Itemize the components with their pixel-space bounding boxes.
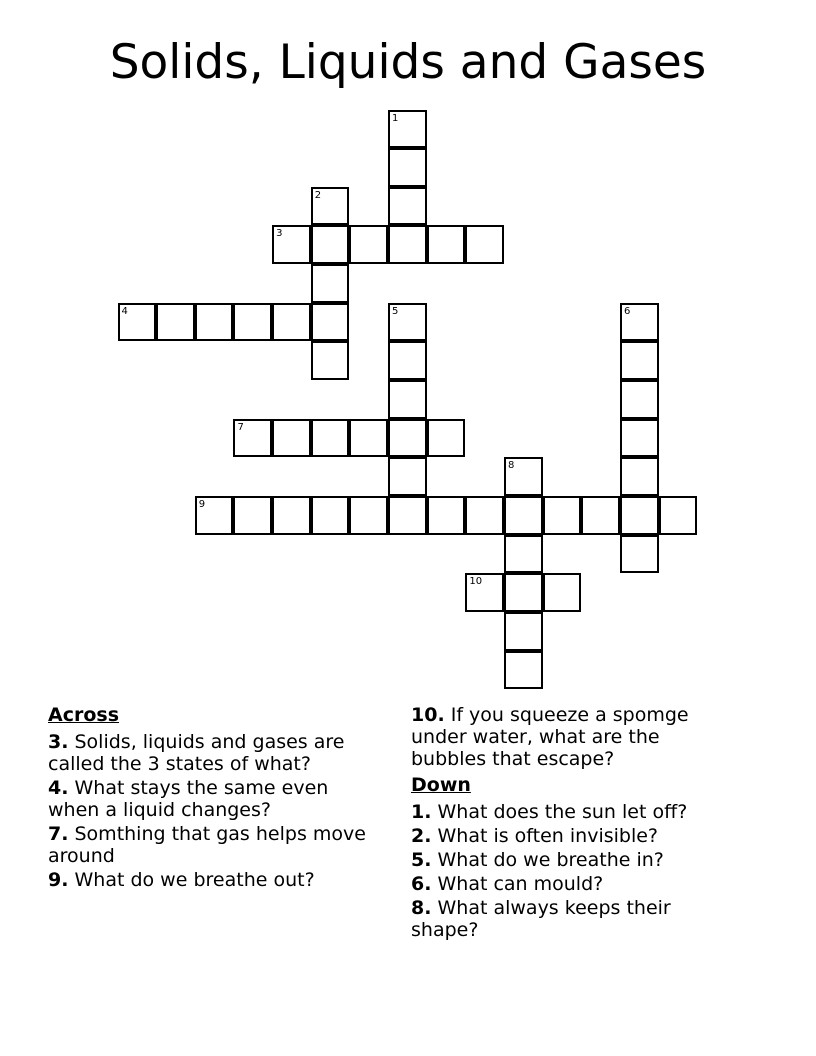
grid-cell[interactable] — [427, 496, 466, 535]
grid-cell[interactable] — [620, 496, 659, 535]
clue-text: What can mould? — [437, 873, 604, 895]
grid-cell[interactable] — [272, 496, 311, 535]
clue-across-9 — [48, 869, 378, 891]
clue-number: 6. — [411, 873, 432, 895]
grid-cell[interactable] — [311, 303, 350, 342]
across-heading: Across — [48, 704, 120, 726]
grid-cell[interactable] — [388, 419, 427, 458]
grid-cell[interactable] — [620, 303, 659, 342]
clue-text: What does the sun let off? — [437, 801, 688, 823]
grid-cell[interactable] — [388, 110, 427, 149]
grid-cell[interactable] — [195, 303, 234, 342]
cell-number: 1 — [392, 112, 399, 124]
grid-cell[interactable] — [465, 225, 504, 264]
clue-text: If you squeeze a spomge under water, what are the bubbles that escape? — [411, 704, 689, 770]
grid-cell[interactable] — [504, 612, 543, 651]
grid-cell[interactable] — [504, 496, 543, 535]
grid-cell[interactable] — [388, 380, 427, 419]
grid-cell[interactable] — [233, 419, 272, 458]
cell-number: 6 — [623, 305, 631, 317]
clue-across-7 — [48, 823, 378, 867]
grid-cell[interactable] — [272, 419, 311, 458]
clue-number: 2. — [411, 825, 432, 847]
puzzle-title: Solids, Liquids and Gases — [109, 35, 707, 90]
grid-cell[interactable] — [272, 303, 311, 342]
clue-text: What always keeps their shape? — [411, 897, 671, 941]
grid-cell[interactable] — [118, 303, 157, 342]
cell-number: 10 — [469, 576, 483, 588]
grid-cell[interactable] — [388, 341, 427, 380]
grid-cell[interactable] — [311, 496, 350, 535]
cell-number: 4 — [121, 305, 128, 317]
grid-cell[interactable] — [388, 187, 427, 226]
clue-number: 10. — [411, 704, 445, 726]
grid-cell[interactable] — [311, 187, 350, 226]
grid-cell[interactable] — [581, 496, 620, 535]
grid-cell[interactable] — [659, 496, 698, 535]
clue-down-1 — [411, 801, 731, 823]
clue-number: 9. — [48, 869, 69, 891]
clue-across-10 — [411, 704, 731, 770]
cell-number: 7 — [237, 421, 244, 433]
grid-cell[interactable] — [156, 303, 195, 342]
grid-cell[interactable] — [504, 573, 543, 612]
grid-cell[interactable] — [233, 303, 272, 342]
grid-cell[interactable] — [543, 573, 582, 612]
grid-cell[interactable] — [620, 535, 659, 574]
cell-number: 2 — [314, 189, 322, 201]
clue-text: Somthing that gas helps move around — [48, 823, 366, 867]
clue-number: 3. — [48, 731, 69, 753]
grid-cell[interactable] — [388, 148, 427, 187]
grid-cell[interactable] — [427, 225, 466, 264]
grid-cell[interactable] — [349, 419, 388, 458]
clue-number: 5. — [411, 849, 432, 871]
grid-cell[interactable] — [504, 651, 543, 690]
grid-cell[interactable] — [349, 496, 388, 535]
grid-cell[interactable] — [272, 225, 311, 264]
grid-cell[interactable] — [388, 496, 427, 535]
clue-down-2 — [411, 825, 731, 847]
clue-down-8 — [411, 897, 731, 941]
cell-number: 3 — [276, 228, 283, 240]
grid-cell[interactable] — [504, 535, 543, 574]
clue-across-3 — [48, 731, 378, 775]
clue-across-4 — [48, 777, 378, 821]
grid-cell[interactable] — [311, 264, 350, 303]
grid-cell[interactable] — [620, 380, 659, 419]
grid-cell[interactable] — [233, 496, 272, 535]
clue-down-6 — [411, 873, 731, 895]
grid-cell[interactable] — [311, 225, 350, 264]
clue-number: 4. — [48, 777, 69, 799]
grid-cell[interactable] — [427, 419, 466, 458]
clue-text: What is often invisible? — [437, 825, 659, 847]
grid-cell[interactable] — [311, 341, 350, 380]
grid-cell[interactable] — [349, 225, 388, 264]
clue-down-5 — [411, 849, 731, 871]
grid-cell[interactable] — [465, 573, 504, 612]
cell-number: 8 — [508, 460, 515, 472]
clues-right-column — [411, 704, 731, 943]
cell-number: 9 — [198, 499, 206, 510]
clue-text: Solids, liquids and gases are called the 3 states of what? — [48, 731, 345, 775]
cell-number: 5 — [392, 305, 399, 317]
grid-cell[interactable] — [465, 496, 504, 535]
grid-cell[interactable] — [620, 457, 659, 496]
grid-cell[interactable] — [504, 457, 543, 496]
grid-cell[interactable] — [311, 419, 350, 458]
clue-text: What stays the same even when a liquid changes? — [48, 777, 329, 821]
grid-cell[interactable] — [195, 496, 234, 535]
grid-cell[interactable] — [620, 419, 659, 458]
grid-cell[interactable] — [620, 341, 659, 380]
grid-cell[interactable] — [388, 225, 427, 264]
grid-cell[interactable] — [543, 496, 582, 535]
clue-number: 8. — [411, 897, 432, 919]
clues-left-column — [48, 704, 378, 893]
grid-cell[interactable] — [388, 457, 427, 496]
clue-number: 7. — [48, 823, 69, 845]
clue-number: 1. — [411, 801, 432, 823]
clue-text: What do we breathe in? — [437, 849, 664, 871]
grid-cell[interactable] — [388, 303, 427, 342]
down-heading: Down — [411, 774, 471, 796]
clue-text: What do we breathe out? — [74, 869, 315, 891]
